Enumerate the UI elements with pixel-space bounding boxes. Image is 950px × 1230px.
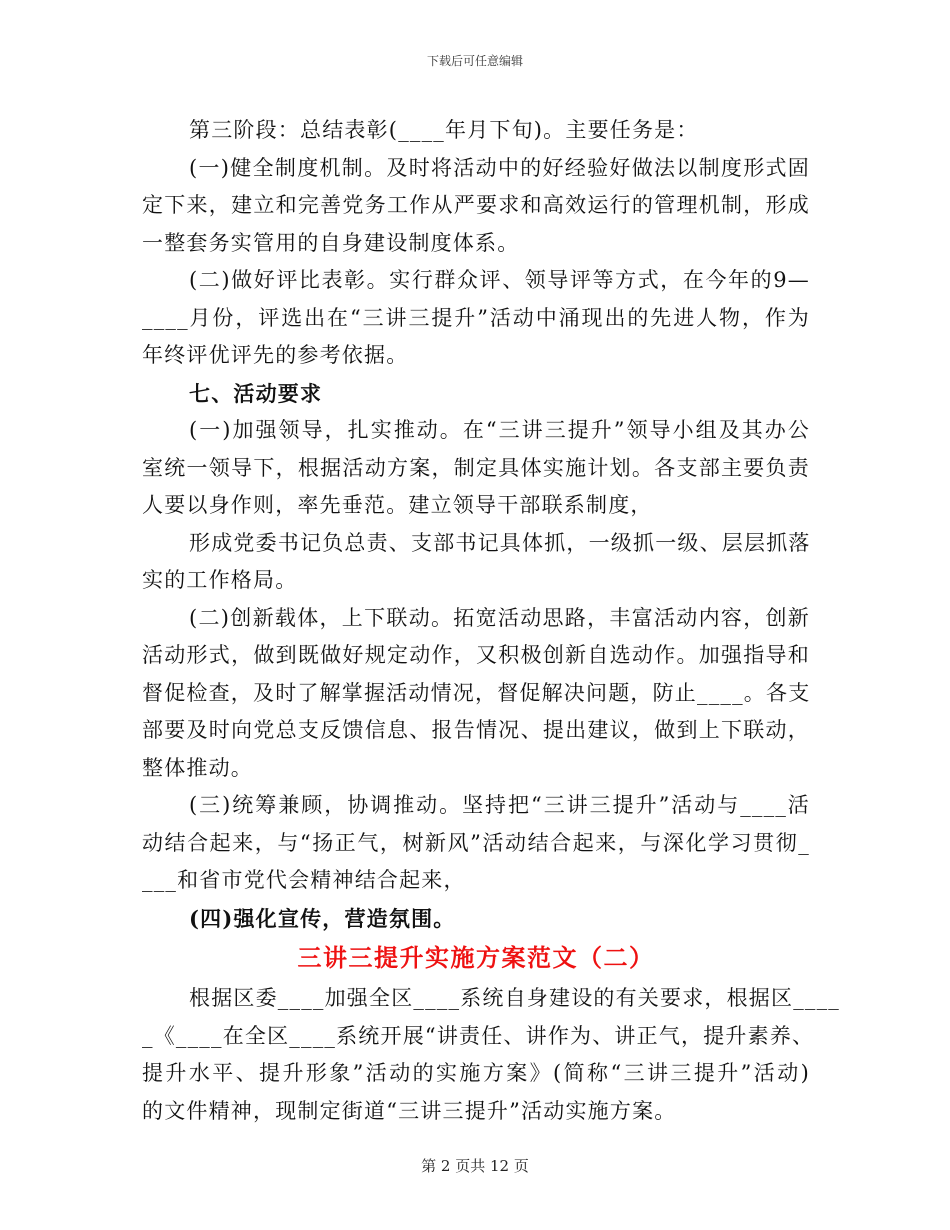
paragraph-line: 的文件精神，现制定街道“三讲三提升”活动实施方案。: [142, 1098, 677, 1123]
document-body: [142, 112, 840, 1130]
paragraph-line: 根据区委____加强全区____系统自身建设的有关要求，根据区____: [189, 986, 840, 1010]
paragraph-line: 一整套务实管用的自身建设制度体系。: [142, 230, 520, 255]
paragraph-line: 定下来，建立和完善党务工作从严要求和高效运行的管理机制，形成: [142, 193, 810, 217]
paragraph-line: _《____在全区____系统开展“讲责任、讲作为、讲正气，提升素养、: [142, 1023, 815, 1048]
paragraph-line: 第三阶段：总结表彰(____年月下旬)。主要任务是：: [189, 118, 699, 142]
subsection-heading: (四)强化宣传，营造氛围。: [189, 905, 456, 931]
paragraph-line: (一)加强领导，扎实推动。在“三讲三提升”领导小组及其办公: [189, 418, 810, 442]
paragraph-line: 形成党委书记负总责、支部书记具体抓，一级抓一级、层层抓落: [189, 530, 811, 555]
paragraph-line: 动结合起来，与“扬正气，树新风”活动结合起来，与深化学习贯彻_: [142, 830, 810, 855]
paragraph-line: 年终评优评先的参考依据。: [142, 343, 409, 367]
section-heading: 七、活动要求: [189, 380, 323, 406]
paragraph-line: (三)统筹兼顾，协调推动。坚持把“三讲三提升”活动与____活: [189, 793, 810, 817]
paragraph-line: 督促检查，及时了解掌握活动情况，督促解决问题，防止____。各支: [142, 680, 811, 705]
article-title: 三讲三提升实施方案范文（二）: [297, 943, 655, 972]
paragraph-line: ___和省市党代会精神结合起来，: [142, 868, 466, 892]
paragraph-line: 实的工作格局。: [142, 568, 298, 592]
paragraph-line: ____月份，评选出在“三讲三提升”活动中涌现出的先进人物，作为: [142, 305, 810, 330]
paragraph-line: (一)健全制度机制。及时将活动中的好经验好做法以制度形式固: [189, 155, 810, 180]
page-footer: 第 2 页共 12 页: [421, 1157, 529, 1175]
paragraph-line: 整体推动。: [142, 755, 253, 780]
paragraph-line: (二)做好评比表彰。实行群众评、领导评等方式，在今年的9—: [189, 268, 810, 292]
paragraph-line: 部要及时向党总支反馈信息、报告情况、提出建议，做到上下联动，: [142, 718, 810, 742]
page-header: 下载后可任意编辑: [426, 54, 523, 68]
paragraph-line: (二)创新载体，上下联动。拓宽活动思路，丰富活动内容，创新: [189, 605, 810, 630]
paragraph-line: 提升水平、提升形象”活动的实施方案》(简称“三讲三提升”活动): [142, 1061, 810, 1085]
paragraph-line: 人要以身作则，率先垂范。建立领导干部联系制度，: [142, 493, 653, 517]
paragraph-line: 室统一领导下，根据活动方案，制定具体实施计划。各支部主要负责: [142, 455, 810, 480]
paragraph-line: 活动形式，做到既做好规定动作，又积极创新自选动作。加强指导和: [142, 643, 810, 667]
